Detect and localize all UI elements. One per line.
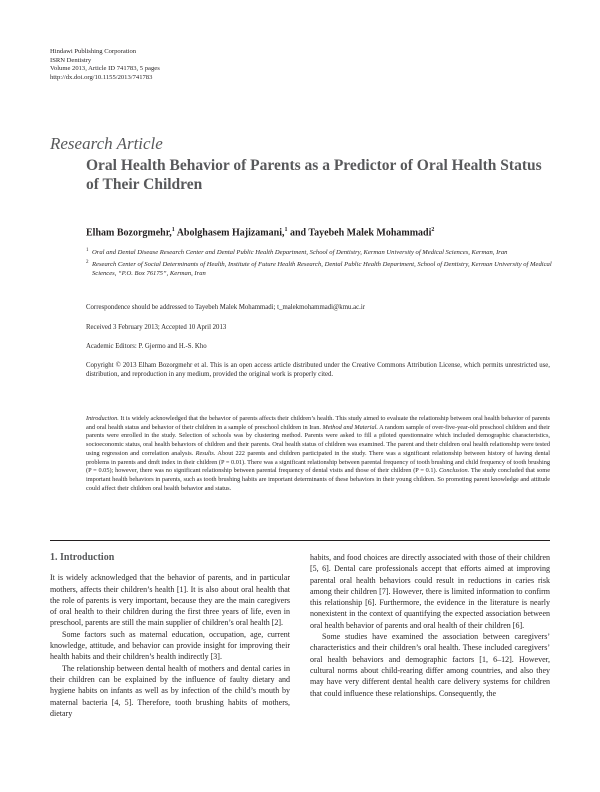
author-name: Elham Bozorgmehr,	[86, 227, 172, 239]
author-affiliation-mark: 2	[431, 227, 435, 233]
affiliation-text: Research Center of Social Determinants of Health, Institute of Future Health Research, Dental Public Health Department, School of Dentistry, Kerman University of Medical Sciences, “P.O. Box 76175”, Kerman, Iran	[92, 261, 552, 277]
journal-header	[50, 48, 160, 82]
paper-title: Oral Health Behavior of Parents as a Predictor of Oral Health Status of Their Children	[86, 157, 542, 193]
journal-name: ISRN Dentistry	[50, 56, 92, 64]
received-accepted-dates: Received 3 February 2013; Accepted 10 April 2013	[86, 324, 227, 331]
affiliation-number: 2	[86, 260, 89, 265]
article-type: Research Article	[50, 134, 163, 153]
abstract-conclusion-label: Conclusion.	[438, 467, 470, 475]
abstract	[86, 415, 550, 493]
author-affiliation-mark: 1	[284, 227, 288, 233]
affiliation-item	[86, 260, 556, 278]
affiliations	[86, 248, 556, 281]
body-paragraph: Some factors such as maternal education, occupation, age, current knowledge, attitude, and behavior can provide insight for improving their health habits and their children’s health indirectly [3].	[50, 629, 290, 662]
body-column-left	[50, 552, 290, 719]
author-name: Abolghasem Hajizamani,	[174, 227, 285, 239]
author-name: and Tayebeh Malek Mohammadi	[287, 227, 432, 239]
body-column-right	[310, 552, 550, 699]
body-paragraph: It is widely acknowledged that the behavior of parents, and in particular mothers, affects their children’s health [1]. It is also about oral health that the role of parents is very important, because they are the main caregivers of oral health to their children during the first three years of life, even in preschool, parents are still the main supplier of children’s oral health [2].	[50, 573, 290, 628]
author-list	[86, 227, 434, 238]
affiliation-text: Oral and Dental Disease Research Center and Dental Public Health Department, School of Dentistry, Kerman University of Medical Sciences, Kerman, Iran	[92, 249, 508, 256]
section-divider	[50, 540, 550, 541]
correspondence-line: Correspondence should be addressed to Tayebeh Malek Mohammadi; t_malekmohammadi@kmu.ac.ir	[86, 304, 365, 311]
doi-link[interactable]: http://dx.doi.org/10.1155/2013/741783	[50, 73, 153, 81]
body-paragraph: habits, and food choices are directly associated with those of their children [5, 6]. Dental care professionals accept that efforts aimed at improving parental oral health behaviors could result in reductions in caries risk among their children [7]. However, there is limited information to confirm this relationship [6]. Furthermore, the evidence in the literature is nearly nonexistent in the context of quantifying the expected association between oral health behavior of parents and oral health of their children [6].	[310, 553, 550, 630]
affiliation-item	[86, 248, 556, 257]
volume-info: Volume 2013, Article ID 741783, 5 pages	[50, 65, 160, 73]
body-paragraph: The relationship between dental health of mothers and dental caries in their children can be explained by the influence of faulty dietary and hygiene habits on infants as well as by infection of the child’s mouth by maternal bacteria [4, 5]. Therefore, tooth brushing habits of mothers, dietary	[50, 663, 290, 718]
affiliation-number: 1	[86, 248, 89, 253]
publisher-name: Hindawi Publishing Corporation	[50, 48, 137, 55]
abstract-conclusion-text: The study concluded that some important health behaviors in parents, such as tooth brushing habits are important determinants of these behaviors in their young children. So promoting parent knowledge and attitude could affect their children oral health behavior and status.	[86, 467, 550, 492]
abstract-methods-label: Method and Material.	[322, 423, 378, 431]
abstract-intro-text: It is widely acknowledged that the behavior of parents affects their children’s health. This study aimed to evaluate the relationship between oral health behavior of parents and oral health status and behavior of their children in a sample of preschool children in Iran.	[86, 415, 550, 431]
abstract-results-text: About 222 parents and children participated in the study. There was a significant relationship between history of having dental problems in parents and dmft index in their children (P = 0.01). There was a significant relationship between parental frequency of tooth brushing and child frequency of tooth brushing (P = 0.05); however, there was no significant relationship between parental frequency of dental visits and those of their children (P = 0.1).	[86, 449, 550, 475]
author-affiliation-mark: 1	[171, 227, 175, 233]
body-paragraph: Some studies have examined the association between caregivers’ characteristics and their children’s oral health. These included caregivers’ oral health behaviors and demographic factors [1, 6–12]. However, cultural norms about child-rearing differ among countries, and also they may have very different dental health care delivery systems for children that could influence these relationships. Consequently, the	[310, 632, 550, 698]
section-heading-introduction: 1. Introduction	[50, 552, 115, 563]
copyright-notice: Copyright © 2013 Elham Bozorgmehr et al. This is an open access article distributed under the Creative Commons Attribution License, which permits unrestricted use, distribution, and reproduction in any medium, provided the original work is properly cited.	[86, 362, 550, 378]
academic-editors: Academic Editors: P. Gjermo and H.-S. Kho	[86, 343, 207, 350]
abstract-intro-label: Introduction.	[86, 415, 119, 422]
abstract-methods-text: A random sample of over-five-year-old preschool children and their parents were enrolled in the study. Selection of schools was by clustering method. Parents were asked to fill a piloted questionnaire which included demographic characteristics, socioeconomic status, oral health behaviors of children and their parents. Oral health status of children was examined. The parent and their children oral health relationship were tested using regression and correlation analysis.	[86, 423, 550, 457]
abstract-results-label: Results.	[195, 449, 216, 457]
